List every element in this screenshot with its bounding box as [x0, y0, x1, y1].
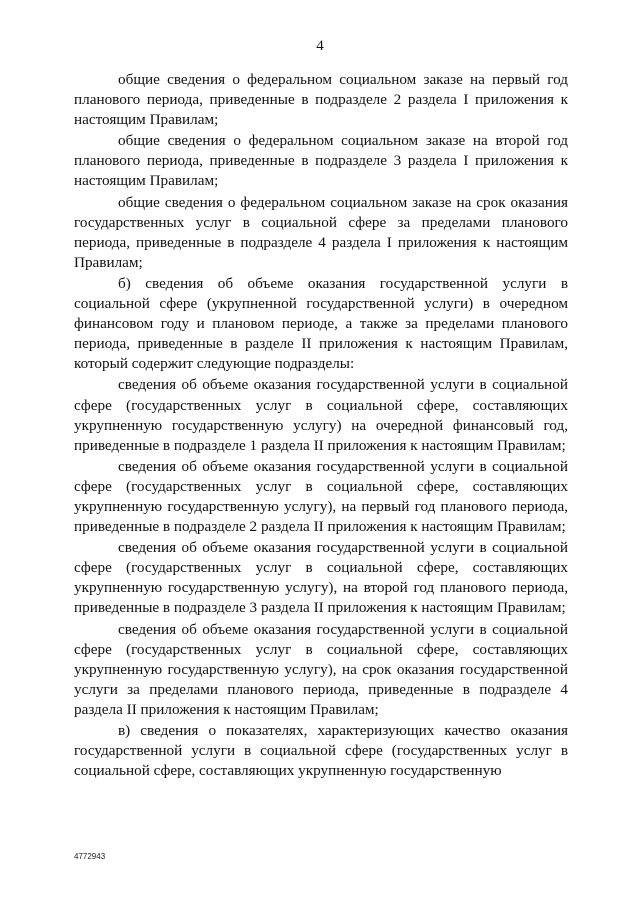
page-number: 4 — [316, 38, 324, 54]
paragraph: сведения об объеме оказания государственной услуги в социальной сфере (государственных услуг в социальной сфере, составляющих укрупненную государственную услугу), на второй год планового периода, приведенные в подразделе 3 раздела II приложения к настоящим Правилам; — [74, 539, 568, 617]
document-body — [74, 70, 568, 781]
document-code: 4772943 — [74, 852, 106, 861]
paragraph: сведения об объеме оказания государственной услуги в социальной сфере (государственных услуг в социальной сфере, составляющих укрупненную государственную услугу), на срок оказания государственной услуги за пределами планового периода, приведенные в подразделе 4 раздела II приложения к настоящим Правилам; — [74, 620, 568, 718]
paragraph: в) сведения о показателях, характеризующих качество оказания государственной услуги в социальной сфере (государственных услуг в социальной сфере, составляющих укрупненную государственную — [74, 722, 568, 780]
paragraph: б) сведения об объеме оказания государственной услуги в социальной сфере (укрупненной государственной услуги) в очередном финансовом году и плановом периоде, а также за пределами планового периода, приведенные в разделе II приложения к настоящим Правилам, который содержит следующие подразделы: — [74, 274, 568, 373]
paragraph: общие сведения о федеральном социальном заказе на срок оказания государственных услуг в социальной сфере за пределами планового периода, приведенные в подразделе 4 раздела I приложения к настоящим Правилам; — [74, 193, 568, 271]
paragraph: общие сведения о федеральном социальном заказе на второй год планового периода, приведенные в подразделе 3 раздела I приложения к настоящим Правилам; — [74, 132, 568, 190]
paragraph: сведения об объеме оказания государственной услуги в социальной сфере (государственных услуг в социальной сфере, составляющих укрупненную государственную услугу) на очередной финансовый год, приведенные в подразделе 1 раздела II приложения к настоящим Правилам; — [74, 376, 568, 454]
paragraph: сведения об объеме оказания государственной услуги в социальной сфере (государственных услуг в социальной сфере, составляющих укрупненную государственную услугу), на первый год планового периода, приведенные в подразделе 2 раздела II приложения к настоящим Правилам; — [74, 457, 568, 536]
paragraph: общие сведения о федеральном социальном заказе на первый год планового периода, приведенные в подразделе 2 раздела I приложения к настоящим Правилам; — [74, 71, 568, 129]
